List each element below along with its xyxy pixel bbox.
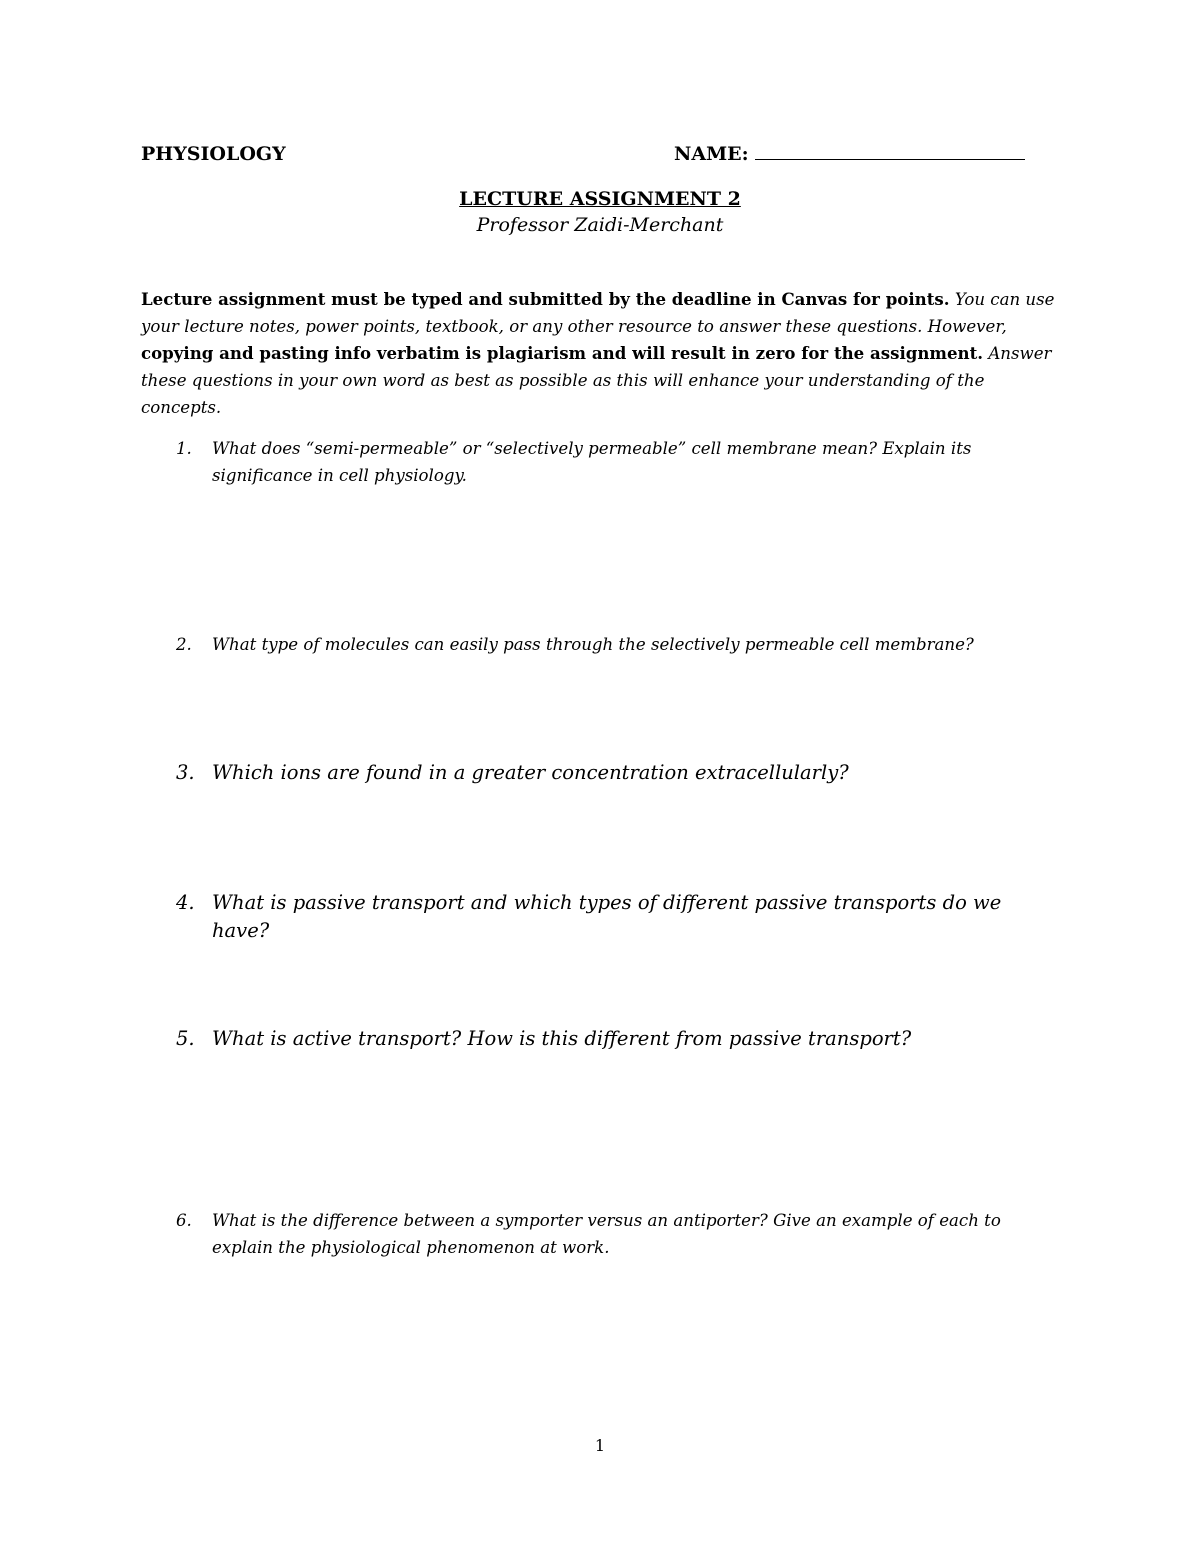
question-text: What is passive transport and which types of different passive transports do we have? xyxy=(212,891,1002,942)
name-blank-line xyxy=(755,143,1025,160)
question-text: What is active transport? How is this different from passive transport? xyxy=(212,1027,912,1050)
question-number: 1. xyxy=(176,439,192,458)
question-text: What type of molecules can easily pass through the selectively permeable cell membrane? xyxy=(212,635,974,654)
question-number: 6. xyxy=(176,1211,192,1230)
question-number: 5. xyxy=(176,1027,195,1050)
question-item xyxy=(176,631,1056,658)
question-number: 4. xyxy=(176,891,195,914)
question-number: 3. xyxy=(176,761,195,784)
question-item xyxy=(176,759,1056,787)
question-item xyxy=(176,1207,1056,1261)
question-item xyxy=(176,435,1056,489)
page-number: 1 xyxy=(594,1436,606,1455)
question-item xyxy=(176,1025,1056,1053)
name-label: NAME: xyxy=(674,143,749,165)
course-title: PHYSIOLOGY xyxy=(141,143,286,165)
question-text: What is the difference between a symporter versus an antiporter? Give an example of each to explain the physiological phenomenon at work. xyxy=(212,1211,1001,1257)
assignment-title: LECTURE ASSIGNMENT 2 xyxy=(459,188,741,210)
professor-name: Professor Zaidi-Merchant xyxy=(476,214,724,236)
instructions-deadline: Lecture assignment must be typed and submitted by the deadline in Canvas for points. xyxy=(141,289,950,309)
question-text: What does “semi-permeable” or “selectively permeable” cell membrane mean? Explain its significance in cell physiology. xyxy=(212,439,972,485)
instructions-own-words: Answer these questions in your own word as best as possible as this will enhance your understanding of the concepts. xyxy=(141,344,1052,417)
instructions-resources: You can use your lecture notes, power points, textbook, or any other resource to answer these questions. However, xyxy=(141,290,1055,336)
name-field xyxy=(674,143,1025,165)
question-item xyxy=(176,889,1056,945)
instructions-paragraph xyxy=(141,286,1061,421)
question-number: 2. xyxy=(176,635,192,654)
instructions-plagiarism: copying and pasting info verbatim is plagiarism and will result in zero for the assignment. xyxy=(141,343,984,363)
question-text: Which ions are found in a greater concentration extracellularly? xyxy=(212,761,849,784)
